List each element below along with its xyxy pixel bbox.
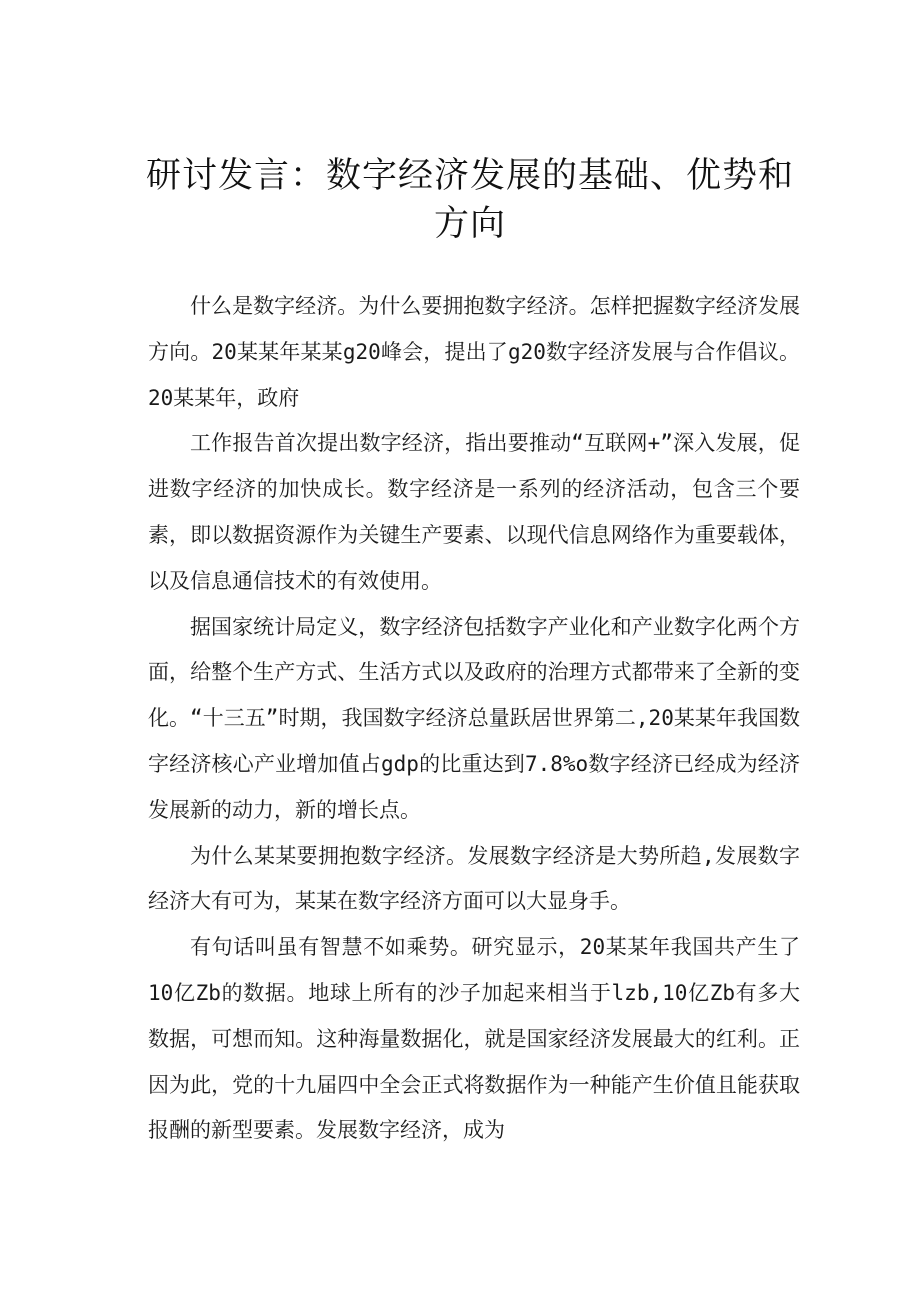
paragraph: 什么是数字经济。为什么要拥抱数字经济。怎样把握数字经济发展方向。20某某年某某g20峰会，提出了g20数字经济发展与合作倡议。20某某年，政府 <box>148 294 800 410</box>
paragraph: 工作报告首次提出数字经济，指出要推动“互联网+”深入发展，促进数字经济的加快成长。数字经济是一系列的经济活动，包含三个要素，即以数据资源作为关键生产要素、以现代信息网络作为重要载体，以及信息通信技术的有效使用。 <box>148 431 800 593</box>
document-title: 研讨发言：数字经济发展的基础、优势和方向 <box>145 156 794 244</box>
paragraph: 有句话叫虽有智慧不如乘势。研究显示，20某某年我国共产生了10亿Zb的数据。地球上所有的沙子加起来相当于lzb,10亿Zb有多大数据，可想而知。这种海量数据化，就是国家经济发展最大的红利。正因为此，党的十九届四中全会正式将数据作为一种能产生价值且能获取报酬的新型要素。发展数字经济，成为 <box>148 935 800 1143</box>
paragraph: 为什么某某要拥抱数字经济。发展数字经济是大势所趋,发展数字经济大有可为，某某在数字经济方面可以大显身手。 <box>148 843 800 914</box>
paragraph: 据国家统计局定义，数字经济包括数字产业化和产业数字化两个方面，给整个生产方式、生活方式以及政府的治理方式都带来了全新的变化。“十三五”时期，我国数字经济总量跃居世界第二,20某某年我国数字经济核心产业增加值占gdp的比重达到7.8%o数字经济已经成为经济发展新的动力，新的增长点。 <box>148 614 800 822</box>
document-body <box>148 284 800 1154</box>
